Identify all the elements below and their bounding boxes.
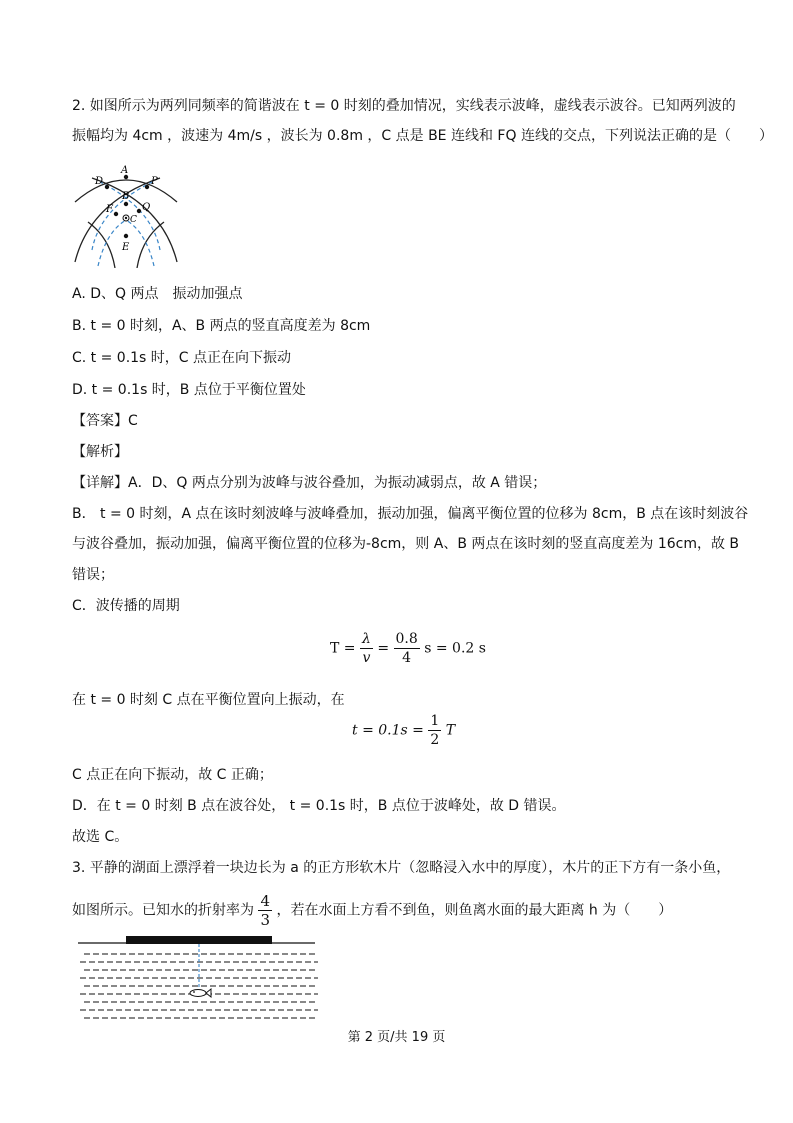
period-equation — [330, 630, 486, 667]
q2-stem-line1: 2. 如图所示为两列同频率的简谐波在 t = 0 时刻的叠加情况，实线表示波峰，虚线表示波谷。已知两列波的 — [72, 98, 736, 114]
label-Q: Q — [142, 202, 151, 213]
detail-line-1: 【详解】A．D、Q 两点分别为波峰与波谷叠加，为振动减弱点，故 A 错误； — [72, 475, 547, 491]
eq1-fraction-lambda-v: $\frac{\lambda}{v}$ — [361, 631, 371, 666]
eq1-right: s = 0.2 s — [424, 640, 486, 657]
answer-label: 【答案】C — [72, 413, 138, 429]
eq2-right: T — [445, 722, 456, 739]
q3-stem-line2: 如图所示。已知水的折射率为 $\frac{4}{3}$ ，若在水面上方看不到鱼，则鱼离水面的最大距离 h 为（ ） — [72, 892, 673, 929]
q3-stem-line1: 3. 平静的湖面上漂浮着一块边长为 a 的正方形软木片（忽略浸入水中的厚度），木片的正下方有一条小鱼， — [72, 860, 731, 876]
label-A: A — [121, 165, 129, 176]
q2-option-a: A. D、Q 两点 振动加强点 — [72, 286, 243, 302]
detail-line-4: 错误； — [72, 567, 114, 583]
wood-board — [126, 936, 272, 944]
eq1-mid: = — [377, 640, 390, 657]
lake-fish-figure — [78, 932, 323, 1027]
refraction-index-fraction: $\frac{4}{3}$ — [260, 892, 270, 929]
eq2-left: t = 0.1s = — [352, 722, 424, 739]
eq1-fraction-values: $\frac{0.8}{4}$ — [395, 631, 418, 666]
label-P: P — [151, 176, 158, 187]
fish-icon — [190, 989, 211, 997]
wave-interference-figure — [70, 160, 182, 268]
q2-option-b: B. t = 0 时刻，A、B 两点的竖直高度差为 8cm — [72, 318, 371, 334]
detail-line-6: 在 t = 0 时刻 C 点在平衡位置向上振动，在 — [72, 692, 345, 708]
detail-line-9: 故选 C。 — [72, 829, 129, 845]
eq2-fraction: $\frac{1}{2}$ — [430, 713, 440, 748]
label-F: F — [106, 204, 113, 215]
q2-option-d: D. t = 0.1s 时，B 点位于平衡位置处 — [72, 382, 306, 398]
detail-line-2: B． t = 0 时刻，A 点在该时刻波峰与波峰叠加，振动加强，偏离平衡位置的位移为 8cm，B 点在该时刻波谷 — [72, 506, 749, 522]
page-footer: 第 2 页/共 19 页 — [347, 1030, 446, 1045]
q2-option-c: C. t = 0.1s 时，C 点正在向下振动 — [72, 350, 292, 366]
label-E: E — [122, 242, 130, 253]
q2-stem-line2: 振幅均为 4cm ，波速为 4m/s ，波长为 0.8m ，C 点是 BE 连线和 FQ 连线的交点，下列说法正确的是（ ） — [72, 128, 773, 144]
label-C: C — [130, 215, 137, 225]
analysis-heading: 【解析】 — [72, 444, 128, 460]
label-B: B — [122, 191, 130, 202]
detail-line-7: C 点正在向下振动，故 C 正确； — [72, 767, 273, 783]
detail-line-3: 与波谷叠加，振动加强，偏离平衡位置的位移为-8cm，则 A、B 两点在该时刻的竖直高度差为 16cm，故 B — [72, 536, 740, 552]
label-D: D — [95, 176, 104, 187]
eq1-left: T = — [330, 640, 356, 657]
detail-line-8: D．在 t = 0 时刻 B 点在波谷处， t = 0.1s 时，B 点位于波峰处，故 D 错误。 — [72, 798, 566, 814]
detail-line-5: C．波传播的周期 — [72, 598, 180, 614]
time-equation — [352, 712, 455, 749]
